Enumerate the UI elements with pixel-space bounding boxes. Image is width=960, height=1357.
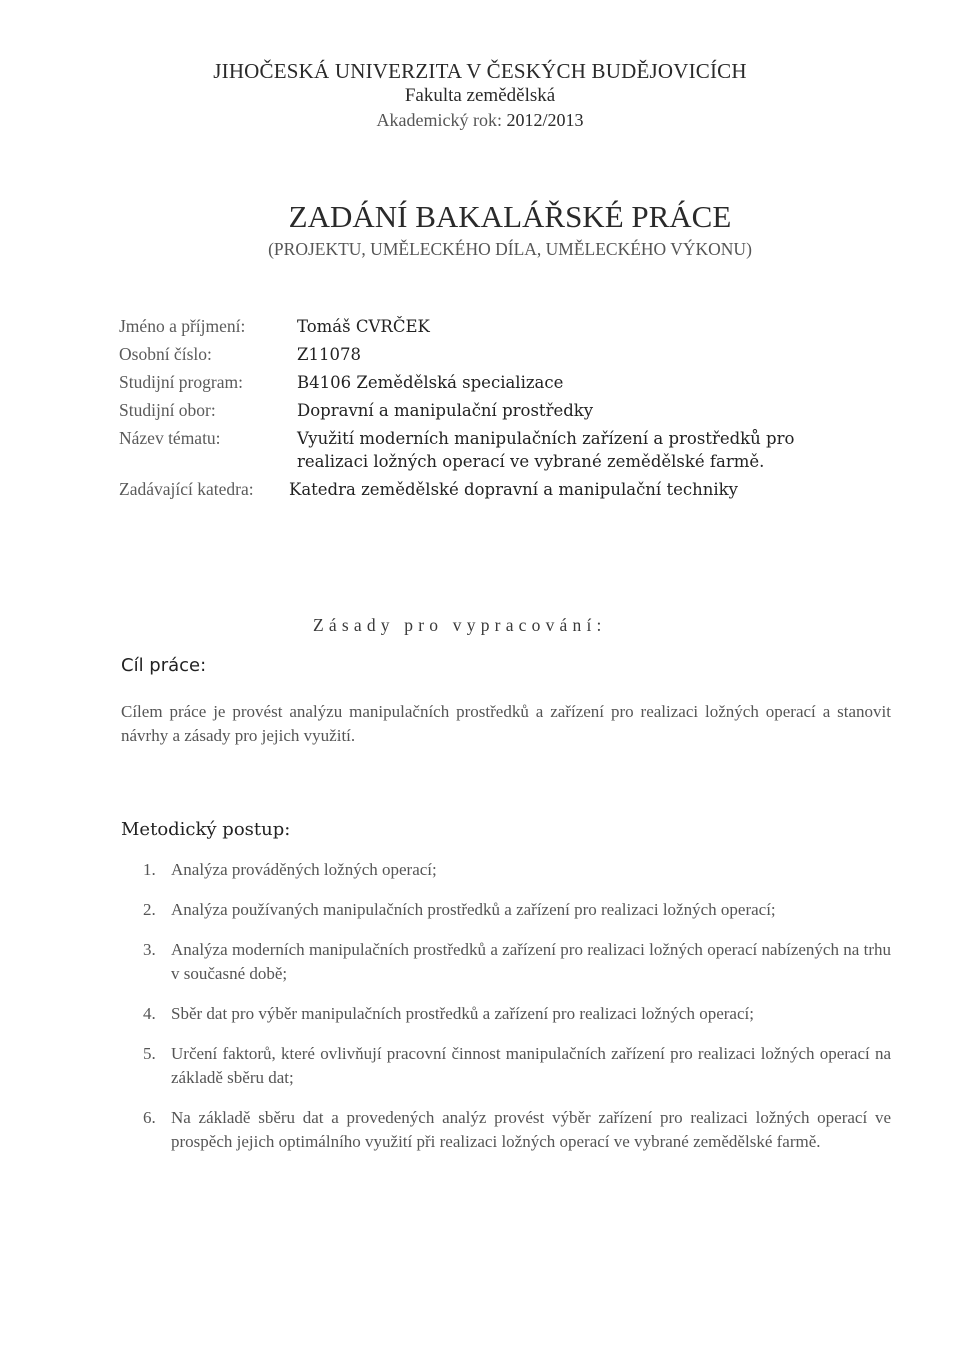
title-block [0,198,960,262]
info-row-name [119,313,889,341]
id-value: Z11078 [297,345,361,364]
list-item [121,1042,891,1090]
dept-label: Zadávající katedra: [119,479,254,499]
faculty-name: Fakulta zemědělská [404,85,556,106]
info-row-program [119,369,889,397]
step-text: Analýza moderních manipulačních prostředků a zařízení pro realizaci ložných operací nabízených na trhu v současné době; [171,940,891,983]
info-row-topic [119,425,889,476]
program-value: B4106 Zemědělská specializace [297,373,564,392]
step-text: Na základě sběru dat a provedených analýz provést výběr zařízení pro realizaci ložných operací ve prospěch jejich optimálního využití při realizaci ložných operací ve vybrané zemědělské farmě. [171,1108,891,1151]
topic-label: Název tématu: [119,428,221,448]
goal-heading: Cíl práce: [121,655,207,676]
document-header [0,58,960,132]
list-item [121,938,891,986]
name-value: Tomáš CVRČEK [297,317,430,336]
document-title: ZADÁNÍ BAKALÁŘSKÉ PRÁCE [288,199,732,234]
topic-value-line1: Využití moderních manipulačních zařízení a prostředků pro [297,429,795,448]
list-item [121,898,891,922]
academic-year-label: Akademický rok: [376,110,502,130]
step-text: Určení faktorů, které ovlivňují pracovní činnost manipulačních zařízení pro realizaci ložných operací na základě sběru dat; [171,1044,891,1087]
info-row-id [119,341,889,369]
goal-text: Cílem práce je provést analýzu manipulačních prostředků a zařízení pro realizaci ložných operací a stanovit návrhy a zásady pro jejich využití. [121,702,891,745]
method-steps [121,858,891,1170]
info-row-dept [119,476,889,504]
program-label: Studijní program: [119,372,243,392]
student-info [119,313,889,504]
university-name: JIHOČESKÁ UNIVERZITA V ČESKÝCH BUDĚJOVICÍCH [213,59,747,83]
step-number: 1. [143,860,156,879]
step-number: 6. [143,1108,156,1127]
academic-year-value: 2012/2013 [506,110,584,130]
document-subtitle: (PROJEKTU, UMĚLECKÉHO DÍLA, UMĚLECKÉHO VÝKONU) [268,239,752,259]
topic-value [297,427,794,473]
academic-year [0,108,960,132]
field-label: Studijní obor: [119,400,216,420]
step-text: Sběr dat pro výběr manipulačních prostředků a zařízení pro realizaci ložných operací; [171,1004,754,1023]
step-number: 3. [143,940,156,959]
method-heading: Metodický postup: [121,819,291,840]
name-label: Jméno a příjmení: [119,316,246,336]
field-value: Dopravní a manipulační prostředky [297,401,594,420]
id-label: Osobní číslo: [119,344,212,364]
list-item [121,1106,891,1154]
topic-value-line2: realizaci ložných operací ve vybrané zemědělské farmě. [297,452,765,471]
list-item [121,858,891,882]
step-number: 5. [143,1044,156,1063]
step-text: Analýza prováděných ložných operací; [171,860,437,879]
step-number: 4. [143,1004,156,1023]
step-number: 2. [143,900,156,919]
list-item [121,1002,891,1026]
dept-value: Katedra zemědělské dopravní a manipulační techniky [289,480,738,499]
info-row-field [119,397,889,425]
step-text: Analýza používaných manipulačních prostředků a zařízení pro realizaci ložných operací; [171,900,776,919]
guidelines-heading: Zásady pro vypracování: [313,615,607,635]
